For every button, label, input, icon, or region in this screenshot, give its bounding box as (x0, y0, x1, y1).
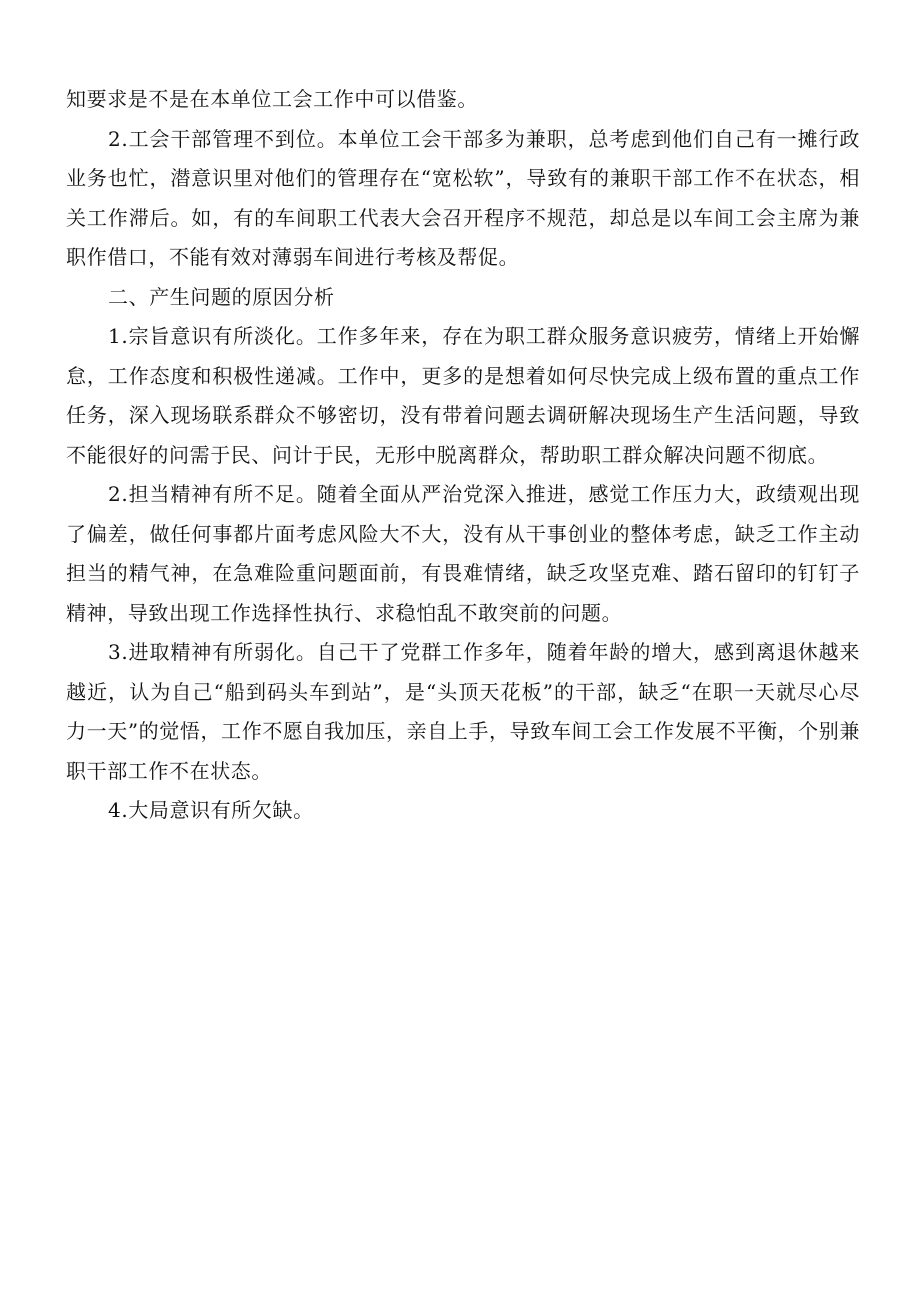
paragraph-overall-awareness: 4.大局意识有所欠缺。 (108, 798, 314, 822)
section-heading-cause-analysis: 二、产生问题的原因分析 (108, 284, 335, 309)
paragraph-purpose-awareness: 1.宗旨意识有所淡化。工作多年来，存在为职工群众服务意识疲劳，情绪上开始懈怠，工作态度和积极性递减。工作中，更多的是想着如何尽快完成上级布置的重点工作任务，深入现场联系群众不够密切，没有带着问题去调研解决现场生产生活问题，导致不能很好的问需于民、问计于民，无形中脱离群众，帮助职工群众解决问题不彻底。 (66, 324, 860, 467)
paragraph-continuation: 知要求是不是在本单位工会工作中可以借鉴。 (66, 87, 478, 111)
paragraph-responsibility: 2.担当精神有所不足。随着全面从严治党深入推进，感觉工作压力大，政绩观出现了偏差，做任何事都片面考虑风险大不大，没有从干事创业的整体考虑，缺乏工作主动担当的精气神，在急难险重问题面前，有畏难情绪，缺乏攻坚克难、踏石留印的钉钉子精神，导致出现工作选择性执行、求稳怕乱不敢突前的问题。 (66, 482, 860, 625)
paragraph-cadre-management: 2.工会干部管理不到位。本单位工会干部多为兼职，总考虑到他们自己有一摊行政业务也忙，潜意识里对他们的管理存在“宽松软”，导致有的兼职干部工作不在状态，相关工作滞后。如，有的车间职工代表大会召开程序不规范，却总是以车间工会主席为兼职作借口，不能有效对薄弱车间进行考核及帮促。 (66, 126, 860, 269)
paragraph-enterprising-spirit: 3.进取精神有所弱化。自己干了党群工作多年，随着年龄的增大，感到离退休越来越近，认为自己“船到码头车到站”，是“头顶天花板”的干部，缺乏“在职一天就尽心尽力一天”的觉悟，工作不愿自我加压，亲自上手，导致车间工会工作发展不平衡，个别兼职干部工作不在状态。 (66, 640, 860, 783)
document-body (66, 80, 860, 831)
